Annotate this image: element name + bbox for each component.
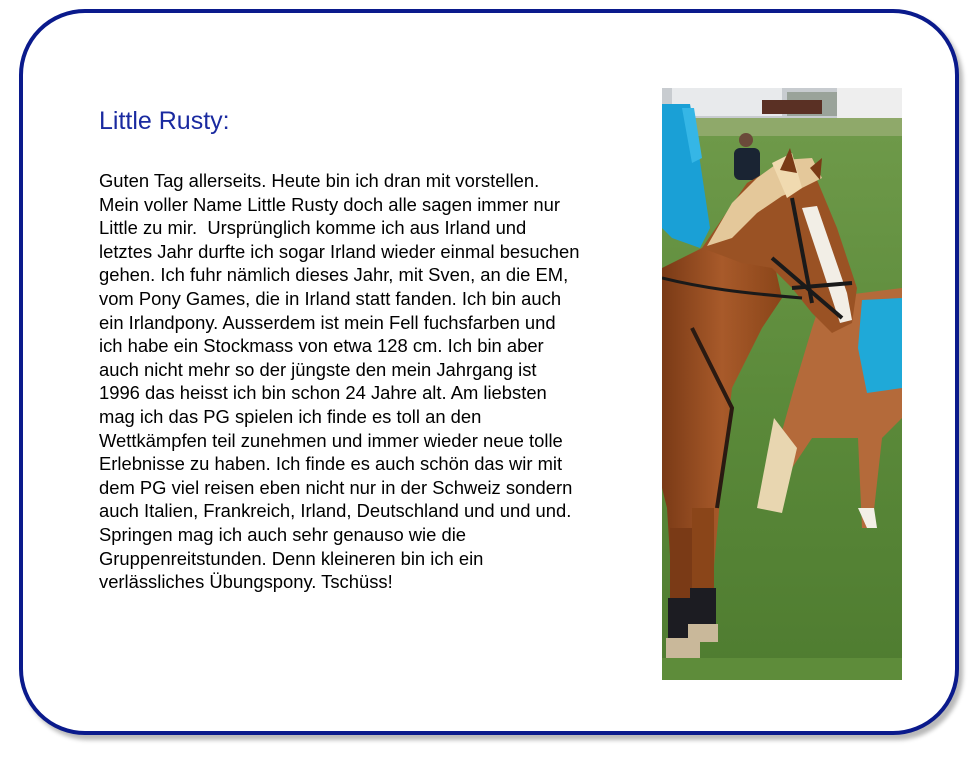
text-line: 1996 das heisst ich bin schon 24 Jahre alt. Am liebsten <box>99 382 547 404</box>
text-line: gehen. Ich fuhr nämlich dieses Jahr, mit Sven, an die EM, <box>99 264 569 286</box>
text-line: verlässliches Übungspony. Tschüss! <box>99 571 393 593</box>
text-line: Erlebnisse zu haben. Ich finde es auch schön das wir mit <box>99 453 563 475</box>
text-line: auch Italien, Frankreich, Irland, Deutschland und und und. <box>99 500 572 522</box>
text-line: mag ich das PG spielen ich finde es toll an den <box>99 405 482 427</box>
text-line: dem PG viel reisen eben nicht nur in der Schweiz sondern <box>99 476 573 498</box>
text-line: ich habe ein Stockmass von etwa 128 cm. Ich bin aber <box>99 335 544 357</box>
page-title: Little Rusty: <box>99 107 230 135</box>
text-line: ein Irlandpony. Ausserdem ist mein Fell fuchsfarben und <box>99 311 556 333</box>
text-line: Springen mag ich auch sehr genauso wie die <box>99 523 467 545</box>
text-line: Gruppenreitstunden. Denn kleineren bin ich ein <box>99 547 484 569</box>
text-line: Wettkämpfen teil zunehmen und immer wieder neue tolle <box>99 429 563 451</box>
text-line: letztes Jahr durfte ich sogar Irland wieder einmal besuchen <box>99 240 580 262</box>
text-line: vom Pony Games, die in Irland statt fanden. Ich bin auch <box>99 287 562 309</box>
pony-description <box>99 169 655 594</box>
text-line: Guten Tag allerseits. Heute bin ich dran mit vorstellen. <box>99 170 540 191</box>
text-line: Mein voller Name Little Rusty doch alle sagen immer nur <box>99 193 560 215</box>
text-line: Little zu mir. Ursprünglich komme ich aus Irland und <box>99 217 527 239</box>
pony-photo <box>662 88 902 680</box>
text-line: auch nicht mehr so der jüngste den mein Jahrgang ist <box>99 358 537 380</box>
